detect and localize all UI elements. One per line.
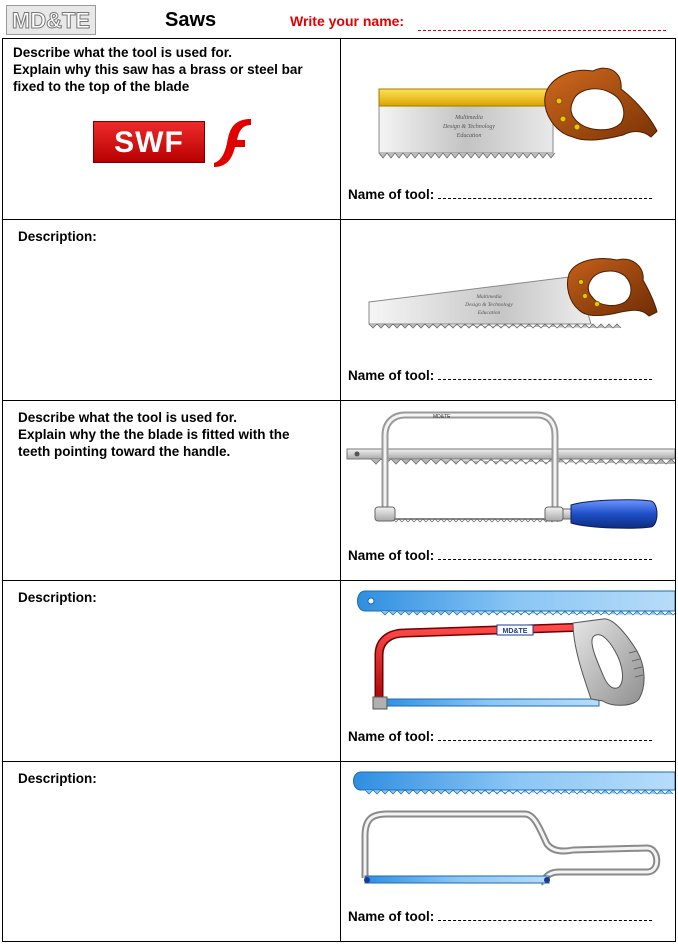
name-entry-line[interactable]: [418, 20, 666, 31]
question-cell: [3, 762, 341, 941]
svg-text:Multimedia: Multimedia: [476, 294, 502, 300]
worksheet-table: [2, 38, 676, 942]
table-row: [3, 39, 675, 220]
description-label: Description:: [18, 590, 97, 605]
question-cell: [3, 401, 341, 580]
tool-cell: [341, 39, 675, 219]
mdte-logo: [6, 5, 96, 35]
question-cell: [3, 581, 341, 761]
table-row: [3, 762, 675, 941]
tool-cell: [341, 220, 675, 400]
table-row: [3, 581, 675, 762]
swf-badge[interactable]: SWF: [93, 121, 205, 163]
page-title: Saws: [165, 9, 217, 31]
tool-name-field[interactable]: Name of tool:: [348, 187, 652, 202]
page-header: [0, 0, 678, 38]
junior-hacksaw-icon: [341, 762, 675, 912]
write-name-label: Write your name:: [290, 13, 405, 29]
panel-saw-icon: [341, 220, 675, 370]
coping-saw-icon: [341, 401, 675, 551]
table-row: [3, 401, 675, 581]
svg-text:MD&TE: MD&TE: [502, 628, 528, 635]
flash-player-icon[interactable]: [211, 115, 257, 169]
tool-name-field[interactable]: Name of tool:: [348, 368, 652, 383]
table-row: [3, 220, 675, 401]
svg-text:Design & Technology: Design & Technology: [465, 302, 513, 308]
tool-name-field[interactable]: Name of tool:: [348, 909, 652, 924]
question-prompt: Describe what the tool is used for. Explain why the the blade is fitted with the teeth pointing toward the handle.: [18, 410, 290, 459]
question-cell: [3, 220, 341, 400]
svg-text:MD&TE: MD&TE: [433, 414, 451, 420]
svg-text:Multimedia: Multimedia: [455, 115, 483, 121]
tool-cell: [341, 762, 675, 941]
tool-cell: [341, 401, 675, 580]
svg-text:Design & Technology: Design & Technology: [442, 124, 496, 130]
svg-text:Education: Education: [477, 310, 501, 316]
svg-text:Education: Education: [456, 133, 482, 139]
tool-cell: [341, 581, 675, 761]
question-cell: [3, 39, 341, 219]
tool-name-field[interactable]: Name of tool:: [348, 729, 652, 744]
tenon-saw-icon: [341, 39, 675, 189]
hacksaw-icon: [341, 581, 675, 731]
tool-name-field[interactable]: Name of tool:: [348, 548, 652, 563]
question-prompt: Describe what the tool is used for. Explain why this saw has a brass or steel bar fixed to the top of the blade: [13, 45, 303, 94]
description-label: Description:: [18, 229, 97, 244]
svg-text:MD&TE: MD&TE: [11, 8, 91, 33]
description-label: Description:: [18, 771, 97, 786]
